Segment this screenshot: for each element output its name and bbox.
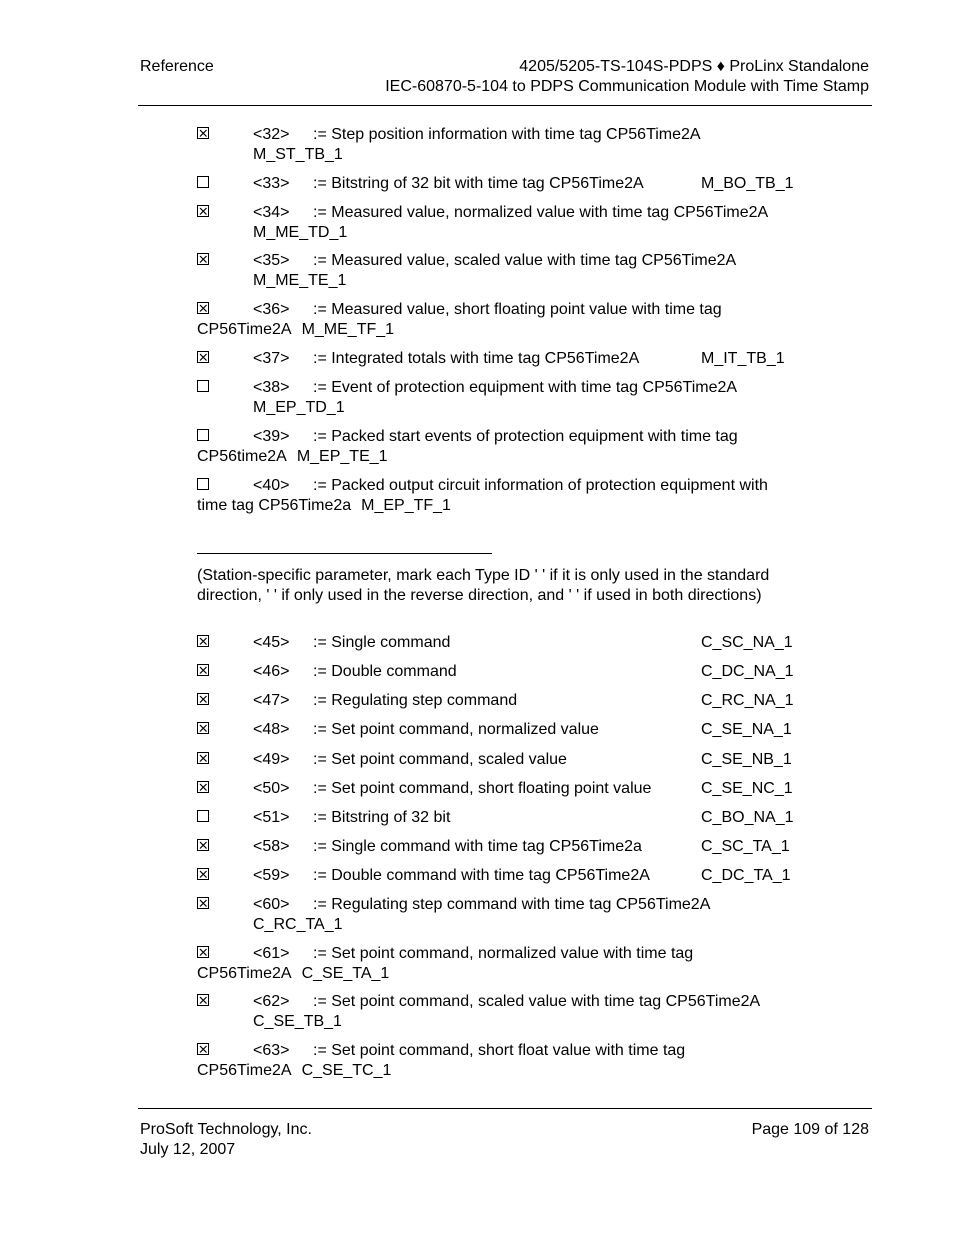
type-id-continuation bbox=[197, 1061, 391, 1081]
type-id-continuation bbox=[197, 447, 388, 467]
type-id-number: <36> bbox=[253, 301, 290, 318]
type-id-code: M_EP_TD_1 bbox=[253, 399, 345, 416]
unchecked-box-icon bbox=[197, 429, 209, 441]
type-id-code: M_ME_TE_1 bbox=[253, 272, 347, 289]
type-id-number: <62> bbox=[253, 993, 290, 1010]
type-id-description: := Set point command, scaled value with time tag CP56Time2A bbox=[313, 993, 761, 1010]
type-id-number: <39> bbox=[253, 428, 290, 445]
type-id-description-cont: CP56Time2A bbox=[197, 965, 292, 982]
type-id-description: := Packed start events of protection equipment with time tag bbox=[313, 428, 738, 445]
type-id-description: := Bitstring of 32 bit bbox=[313, 809, 451, 826]
type-id-description: := Set point command, normalized value with time tag bbox=[313, 945, 694, 962]
type-id-number: <50> bbox=[253, 780, 290, 797]
type-id-number: <48> bbox=[253, 721, 290, 738]
type-id-number: <58> bbox=[253, 838, 290, 855]
unchecked-box-icon bbox=[197, 810, 209, 822]
type-id-code: C_DC_TA_1 bbox=[701, 867, 791, 884]
header-divider bbox=[138, 105, 872, 106]
type-id-code: M_EP_TF_1 bbox=[361, 497, 451, 514]
checked-box-icon bbox=[197, 994, 209, 1006]
type-id-number: <51> bbox=[253, 809, 290, 826]
type-id-code: C_SE_NB_1 bbox=[701, 751, 792, 768]
type-id-description: := Packed output circuit information of protection equipment with bbox=[313, 477, 768, 494]
type-id-code: M_BO_TB_1 bbox=[701, 175, 794, 192]
type-id-code: C_BO_NA_1 bbox=[701, 809, 794, 826]
type-id-code: C_SE_NC_1 bbox=[701, 780, 793, 797]
checked-box-icon bbox=[197, 722, 209, 734]
type-id-description: := Integrated totals with time tag CP56Time2A bbox=[313, 350, 640, 367]
unchecked-box-icon bbox=[197, 176, 209, 188]
type-id-description-cont: CP56Time2A bbox=[197, 1062, 292, 1079]
checked-box-icon bbox=[197, 897, 209, 909]
type-id-number: <38> bbox=[253, 379, 290, 396]
type-id-description: := Set point command, short floating point value bbox=[313, 780, 652, 797]
type-id-description: := Step position information with time tag CP56Time2A bbox=[313, 126, 701, 143]
checked-box-icon bbox=[197, 205, 209, 217]
section-divider bbox=[197, 553, 492, 554]
unchecked-box-icon bbox=[197, 380, 209, 392]
type-id-code: M_EP_TE_1 bbox=[296, 448, 388, 465]
type-id-code: M_IT_TB_1 bbox=[701, 350, 785, 367]
type-id-code: C_DC_NA_1 bbox=[701, 663, 794, 680]
type-id-code: C_RC_NA_1 bbox=[701, 692, 794, 709]
checked-box-icon bbox=[197, 839, 209, 851]
type-id-description-cont: CP56Time2A bbox=[197, 321, 292, 338]
type-id-code: C_SC_NA_1 bbox=[701, 634, 793, 651]
type-id-number: <61> bbox=[253, 945, 290, 962]
document-date: July 12, 2007 bbox=[140, 1141, 236, 1158]
type-id-code: M_ME_TD_1 bbox=[253, 224, 348, 241]
type-id-continuation bbox=[197, 320, 394, 340]
type-id-description: := Double command bbox=[313, 663, 457, 680]
type-id-number: <46> bbox=[253, 663, 290, 680]
type-id-code: M_ME_TF_1 bbox=[301, 321, 395, 338]
type-id-code: C_SE_TA_1 bbox=[301, 965, 390, 982]
product-title-line1: 4205/5205-TS-104S-PDPS ♦ ProLinx Standalone bbox=[519, 58, 869, 75]
type-id-code: C_SC_TA_1 bbox=[701, 838, 790, 855]
product-title-line2: IEC-60870-5-104 to PDPS Communication Module with Time Stamp bbox=[385, 78, 869, 95]
type-id-continuation bbox=[197, 496, 451, 516]
checked-box-icon bbox=[197, 752, 209, 764]
unchecked-box-icon bbox=[197, 478, 209, 490]
type-id-description: := Regulating step command bbox=[313, 692, 518, 709]
type-id-description: := Measured value, scaled value with time tag CP56Time2A bbox=[313, 252, 737, 269]
type-id-number: <34> bbox=[253, 204, 290, 221]
type-id-code: C_SE_NA_1 bbox=[701, 721, 792, 738]
type-id-number: <49> bbox=[253, 751, 290, 768]
type-id-code: C_RC_TA_1 bbox=[253, 916, 343, 933]
type-id-description: := Measured value, normalized value with time tag CP56Time2A bbox=[313, 204, 769, 221]
checked-box-icon bbox=[197, 127, 209, 139]
checked-box-icon bbox=[197, 664, 209, 676]
type-id-number: <45> bbox=[253, 634, 290, 651]
type-id-code: C_SE_TB_1 bbox=[253, 1013, 342, 1030]
type-id-description: := Single command bbox=[313, 634, 451, 651]
type-id-description: := Double command with time tag CP56Time2A bbox=[313, 867, 650, 884]
type-id-code: M_ST_TB_1 bbox=[253, 146, 343, 163]
type-id-description: := Event of protection equipment with time tag CP56Time2A bbox=[313, 379, 738, 396]
type-id-description: := Single command with time tag CP56Time2a bbox=[313, 838, 642, 855]
checked-box-icon bbox=[197, 635, 209, 647]
type-id-number: <47> bbox=[253, 692, 290, 709]
type-id-continuation bbox=[197, 964, 389, 984]
checked-box-icon bbox=[197, 1043, 209, 1055]
type-id-number: <60> bbox=[253, 896, 290, 913]
type-id-number: <63> bbox=[253, 1042, 290, 1059]
type-id-number: <37> bbox=[253, 350, 290, 367]
checked-box-icon bbox=[197, 946, 209, 958]
type-id-description: := Bitstring of 32 bit with time tag CP56Time2A bbox=[313, 175, 644, 192]
type-id-number: <59> bbox=[253, 867, 290, 884]
footer-divider bbox=[138, 1108, 872, 1109]
type-id-description: := Set point command, scaled value bbox=[313, 751, 567, 768]
type-id-description: := Measured value, short floating point value with time tag bbox=[313, 301, 722, 318]
type-id-number: <33> bbox=[253, 175, 290, 192]
checked-box-icon bbox=[197, 693, 209, 705]
checked-box-icon bbox=[197, 302, 209, 314]
type-id-number: <35> bbox=[253, 252, 290, 269]
type-id-number: <40> bbox=[253, 477, 290, 494]
company-name: ProSoft Technology, Inc. bbox=[140, 1121, 312, 1138]
type-id-description-cont: time tag CP56Time2a bbox=[197, 497, 352, 514]
checked-box-icon bbox=[197, 868, 209, 880]
type-id-description: := Set point command, normalized value bbox=[313, 721, 599, 738]
page-number: Page 109 of 128 bbox=[751, 1121, 869, 1138]
product-title bbox=[385, 57, 869, 97]
checked-box-icon bbox=[197, 351, 209, 363]
type-id-description: := Set point command, short float value with time tag bbox=[313, 1042, 686, 1059]
type-id-code: C_SE_TC_1 bbox=[301, 1062, 392, 1079]
section-title: Reference bbox=[140, 58, 214, 75]
type-id-description-cont: CP56time2A bbox=[197, 448, 287, 465]
control-direction-note: (Station-specific parameter, mark each Type ID ' ' if it is only used in the standard direction, ' ' if only used in the reverse direction, and ' ' if used in both directions) bbox=[197, 567, 770, 604]
type-id-number: <32> bbox=[253, 126, 290, 143]
checked-box-icon bbox=[197, 253, 209, 265]
type-id-description: := Regulating step command with time tag CP56Time2A bbox=[313, 896, 711, 913]
checked-box-icon bbox=[197, 781, 209, 793]
